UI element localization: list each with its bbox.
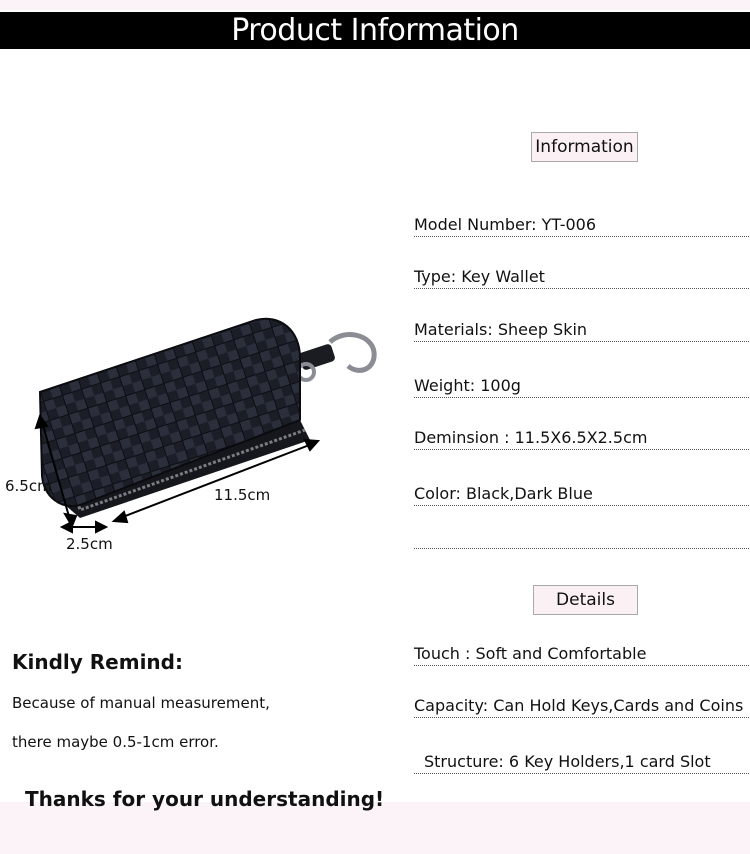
spec-value: 100g (480, 376, 521, 395)
spec-value: Sheep Skin (497, 320, 588, 339)
remind-line-2: there maybe 0.5-1cm error. (12, 733, 219, 751)
spec-key: Weight: (414, 376, 476, 395)
spec-row-structure (414, 751, 749, 774)
spec-value: Can Hold Keys,Cards and Coins (493, 696, 744, 715)
spec-value: 6 Key Holders,1 card Slot (508, 752, 711, 771)
spec-value: 11.5X6.5X2.5cm (514, 428, 648, 447)
spec-key: Type: (414, 267, 457, 286)
spec-value: YT-006 (541, 215, 596, 234)
information-label: Information (531, 132, 638, 162)
spec-value: Key Wallet (461, 267, 545, 286)
spec-value: Black,Dark Blue (465, 484, 593, 503)
spec-row-capacity (414, 695, 749, 718)
spec-key: Model Number: (414, 215, 537, 234)
spec-row-type (414, 266, 749, 289)
remind-title: Kindly Remind: (12, 650, 183, 674)
spec-key: Capacity: (414, 696, 489, 715)
spec-row-model (414, 214, 749, 237)
spec-row-touch (414, 643, 749, 666)
top-band (0, 0, 750, 10)
height-dimension: 6.5cm (5, 477, 52, 495)
thanks-text: Thanks for your understanding! (25, 787, 385, 811)
spec-key: Touch : (414, 644, 471, 663)
remind-line-1: Because of manual measurement, (12, 694, 270, 712)
page-title: Product Information (0, 12, 750, 49)
spec-key: Deminsion : (414, 428, 510, 447)
spec-key: Structure: (424, 752, 504, 771)
details-label: Details (533, 585, 638, 615)
spec-row-empty (414, 526, 749, 549)
key-wallet-image (0, 300, 400, 560)
spec-value: Soft and Comfortable (475, 644, 647, 663)
spec-row-color (414, 483, 749, 506)
spec-key: Materials: (414, 320, 493, 339)
spec-row-dimension (414, 427, 749, 450)
spec-row-weight (414, 375, 749, 398)
spec-key: Color: (414, 484, 461, 503)
depth-dimension: 2.5cm (66, 535, 113, 553)
spec-row-materials (414, 319, 749, 342)
length-dimension: 11.5cm (214, 486, 271, 504)
